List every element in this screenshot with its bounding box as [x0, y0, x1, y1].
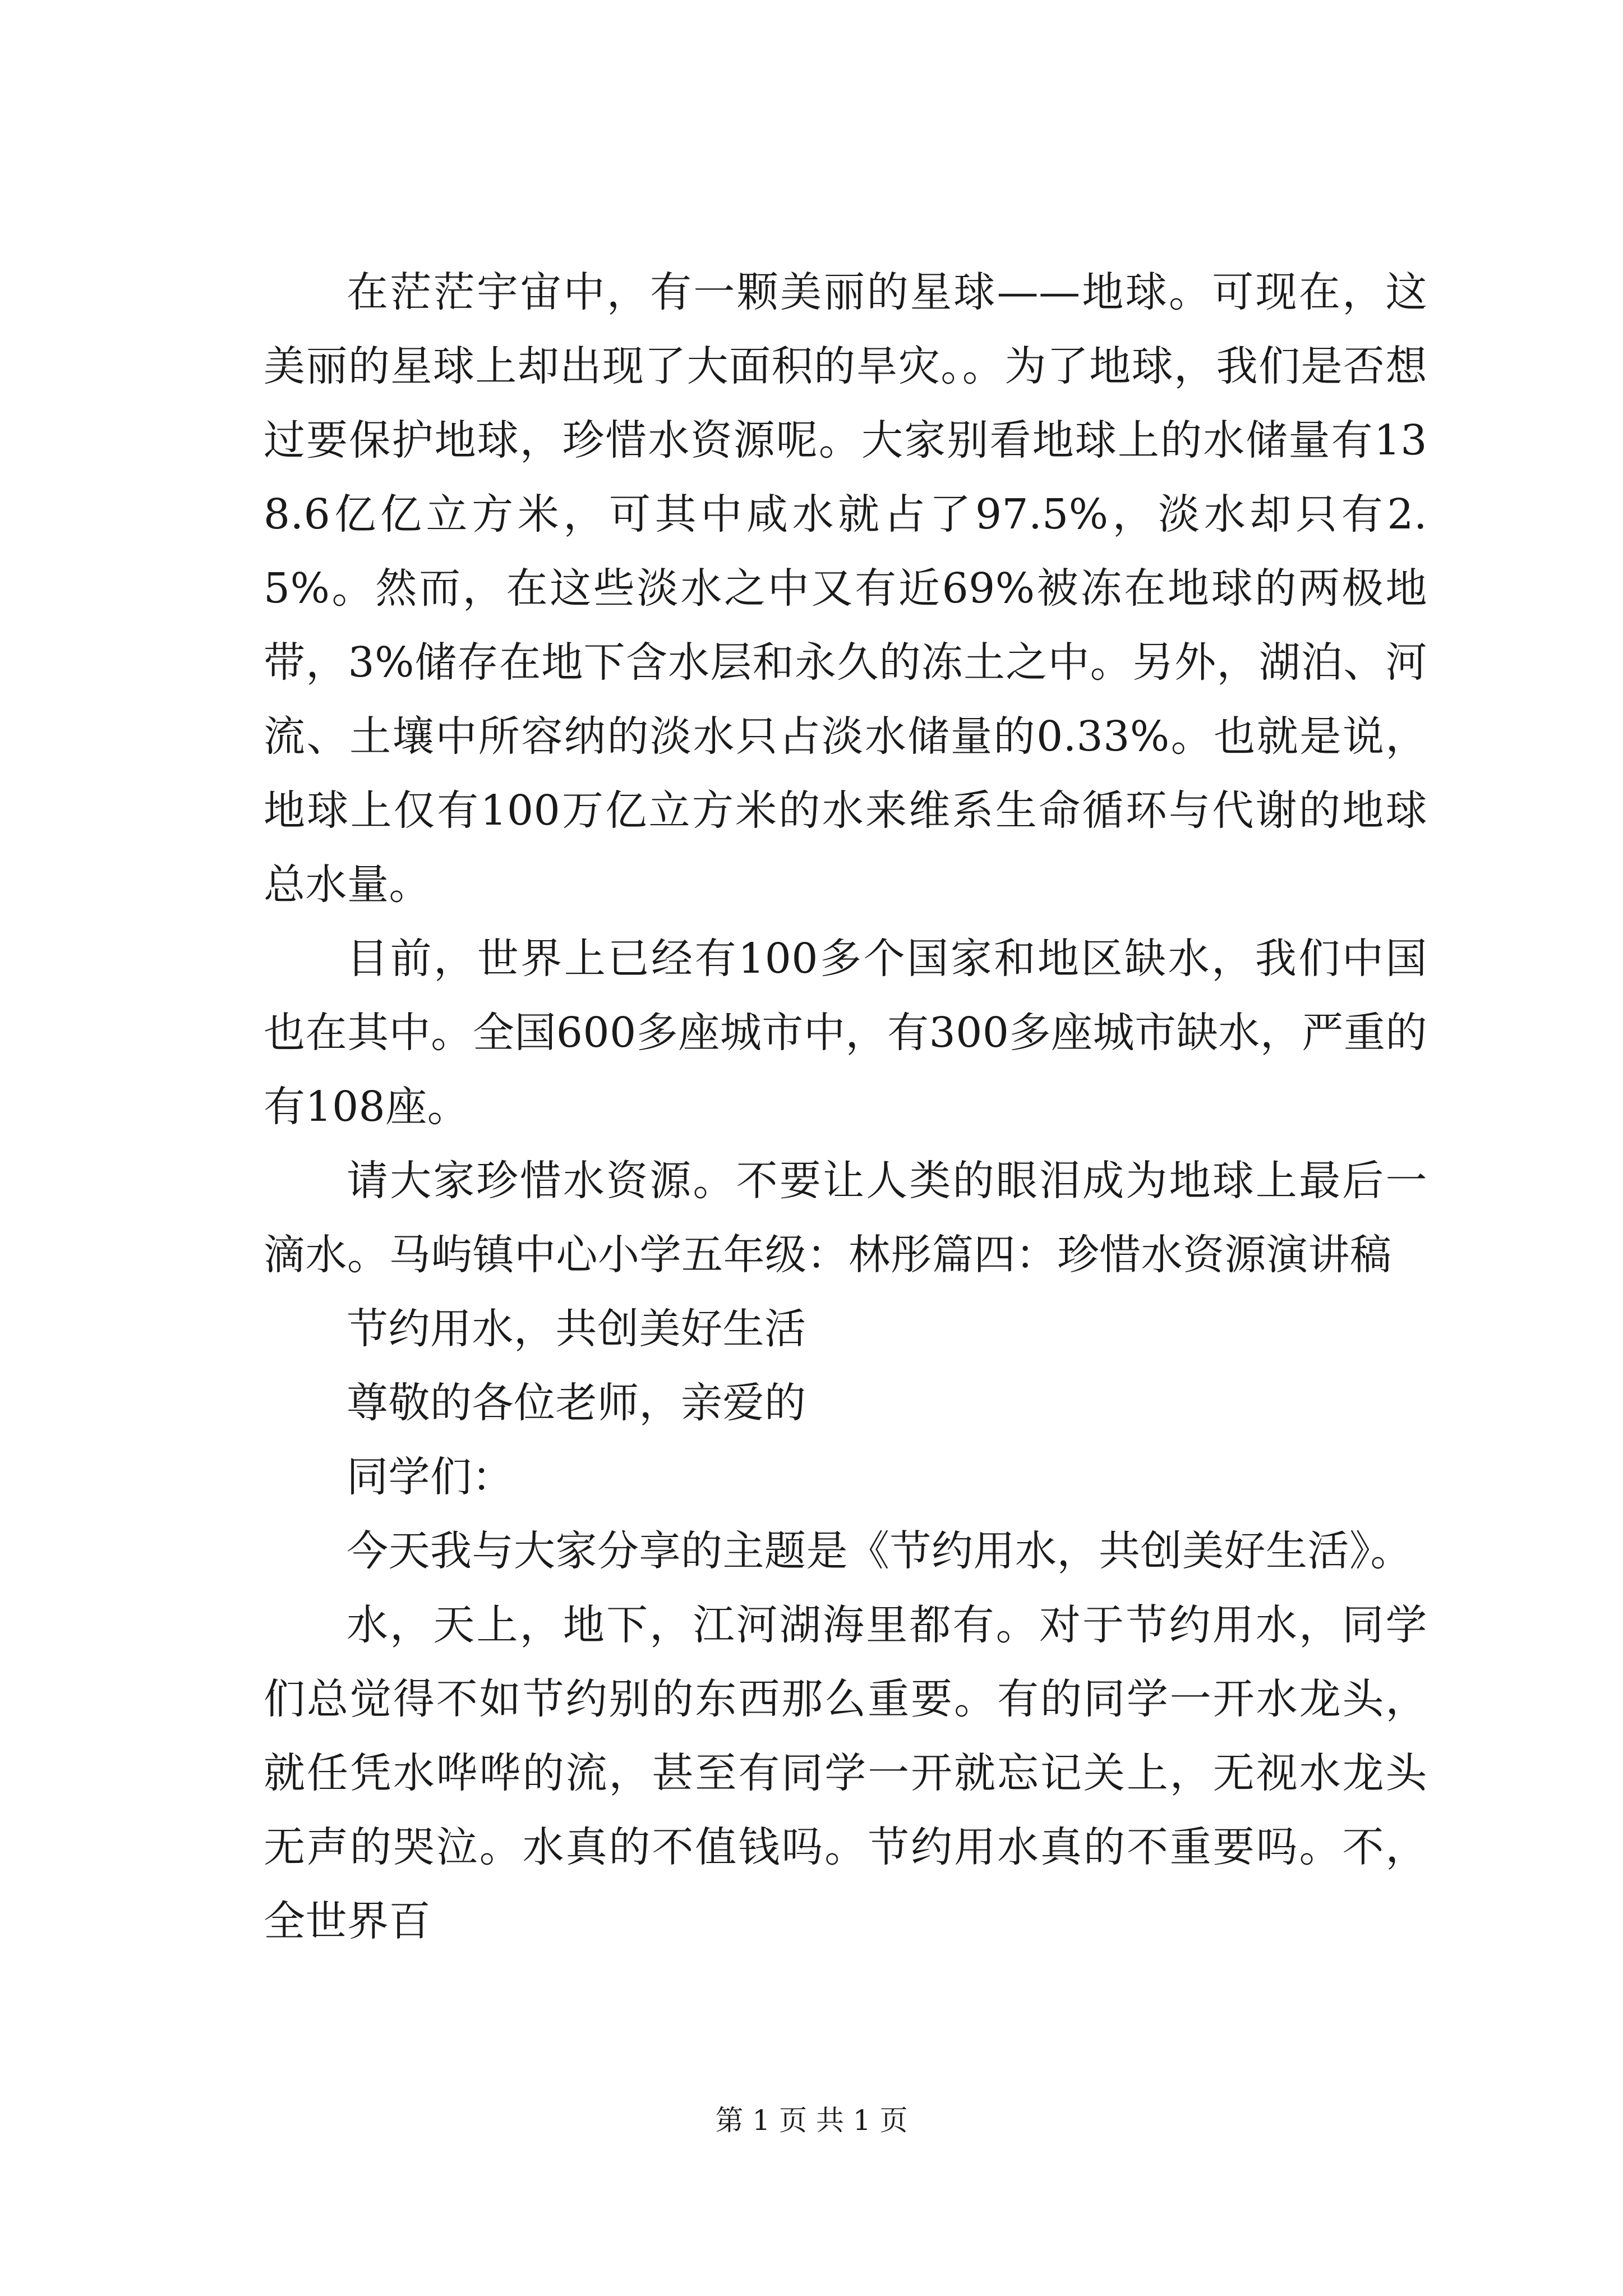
page-number-footer: 第 1 页 共 1 页 — [715, 2104, 908, 2137]
salutation-students: 同学们： — [347, 1453, 514, 1501]
speech-title: 节约用水，共创美好生活 — [347, 1305, 806, 1353]
paragraph-water-shortage: 目前，世界上已经有100多个国家和地区缺水，我们中国也在其中。全国600多座城市中，有300多座城市缺水，严重的有108座。 — [264, 935, 1427, 1131]
paragraph-topic: 今天我与大家分享的主题是《节约用水，共创美好生活》。 — [347, 1527, 1412, 1575]
paragraph-earth-water: 在茫茫宇宙中，有一颗美丽的星球——地球。可现在，这美丽的星球上却出现了大面积的旱灾。。为了地球，我们是否想过要保护地球，珍惜水资源呢。大家别看地球上的水储量有138.6亿亿立方米，可其中咸水就占了97.5%，淡水却只有2.5%。然而，在这些淡水之中又有近69%被冻在地球的两极地带，3%储存在地下含水层和永久的冻土之中。另外，湖泊、河流、土壤中所容纳的淡水只占淡水储量的0.33%。也就是说，地球上仅有100万亿立方米的水来维系生命循环与代谢的地球总水量。 — [264, 268, 1427, 909]
paragraph-water-value: 水，天上，地下，江河湖海里都有。对于节约用水，同学们总觉得不如节约别的东西那么重要。有的同学一开水龙头，就任凭水哗哗的流，甚至有同学一开就忘记关上，无视水龙头无声的哭泣。水真的不值钱吗。节约用水真的不重要吗。不，全世界百 — [264, 1601, 1427, 1945]
paragraph-save-water-appeal: 请大家珍惜水资源。不要让人类的眼泪成为地球上最后一滴水。马屿镇中心小学五年级：林彤篇四：珍惜水资源演讲稿 — [264, 1157, 1427, 1279]
document-body — [264, 255, 1427, 1958]
salutation-line: 尊敬的各位老师，亲爱的 — [347, 1379, 806, 1427]
